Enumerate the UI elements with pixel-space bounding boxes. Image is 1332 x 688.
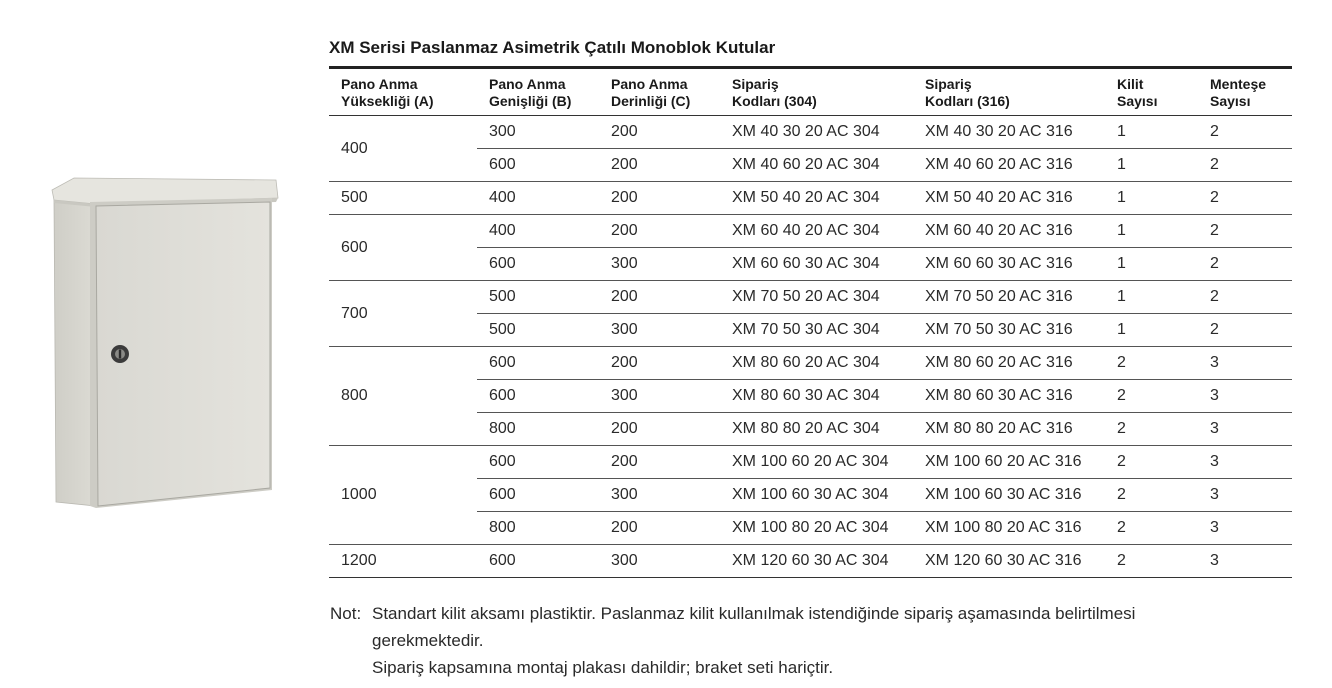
- table-cell: 1: [1105, 149, 1198, 182]
- table-cell: 600: [477, 149, 599, 182]
- table-cell: 3: [1198, 479, 1292, 512]
- column-header: [599, 68, 720, 116]
- table-cell: 3: [1198, 380, 1292, 413]
- column-header-line: Pano Anma: [489, 76, 566, 92]
- table-cell: 1: [1105, 281, 1198, 314]
- table-cell: XM 100 60 20 AC 304: [720, 446, 913, 479]
- enclosure-cabinet-image: [50, 176, 280, 508]
- column-header-line: Sipariş: [925, 76, 972, 92]
- table-cell: 2: [1198, 149, 1292, 182]
- note-label: Not:: [330, 604, 362, 623]
- table-cell: 2: [1198, 116, 1292, 149]
- table-cell: 2: [1105, 545, 1198, 578]
- note-line-2: gerekmektedir.: [372, 631, 484, 650]
- table-header-row: [329, 68, 1292, 116]
- table-cell: XM 80 60 20 AC 316: [913, 347, 1105, 380]
- table-cell: XM 50 40 20 AC 304: [720, 182, 913, 215]
- table-cell: XM 80 60 30 AC 304: [720, 380, 913, 413]
- table-cell: XM 70 50 20 AC 304: [720, 281, 913, 314]
- footnote: [330, 600, 1310, 681]
- table-cell: 200: [599, 116, 720, 149]
- table-cell: XM 40 60 20 AC 316: [913, 149, 1105, 182]
- column-header-line: Kilit: [1117, 76, 1144, 92]
- table-cell: XM 100 60 20 AC 316: [913, 446, 1105, 479]
- table-row: [329, 281, 1292, 314]
- table-cell: 600: [477, 248, 599, 281]
- table-cell: XM 120 60 30 AC 316: [913, 545, 1105, 578]
- table-cell: 500: [477, 314, 599, 347]
- table-cell: 300: [477, 116, 599, 149]
- table-cell: 2: [1198, 182, 1292, 215]
- table-cell: 3: [1198, 545, 1292, 578]
- table-cell: 1: [1105, 248, 1198, 281]
- table-cell: 2: [1105, 347, 1198, 380]
- column-header-line: Derinliği (C): [611, 93, 691, 109]
- column-header-line: Menteşe: [1210, 76, 1267, 92]
- table-cell: XM 70 50 30 AC 316: [913, 314, 1105, 347]
- table-cell: 400: [477, 215, 599, 248]
- table-cell: 2: [1105, 512, 1198, 545]
- table-cell: 3: [1198, 446, 1292, 479]
- table-cell: 300: [599, 479, 720, 512]
- spec-table: [329, 66, 1292, 578]
- table-cell: 200: [599, 215, 720, 248]
- table-cell: XM 80 80 20 AC 316: [913, 413, 1105, 446]
- table-cell: XM 60 60 30 AC 304: [720, 248, 913, 281]
- column-header-line: Sayısı: [1117, 93, 1158, 109]
- note-line-1: Standart kilit aksamı plastiktir. Paslanmaz kilit kullanılmak istendiğinde sipariş aşamasında belirtilmesi: [372, 604, 1136, 623]
- table-cell: XM 40 60 20 AC 304: [720, 149, 913, 182]
- table-cell: XM 80 80 20 AC 304: [720, 413, 913, 446]
- table-row: [329, 116, 1292, 149]
- table-cell: XM 70 50 20 AC 316: [913, 281, 1105, 314]
- table-cell: 200: [599, 281, 720, 314]
- table-cell: 600: [477, 347, 599, 380]
- table-cell: 500: [477, 281, 599, 314]
- table-cell: 600: [477, 479, 599, 512]
- table-cell: XM 60 60 30 AC 316: [913, 248, 1105, 281]
- table-cell: 1: [1105, 116, 1198, 149]
- table-cell: XM 100 60 30 AC 316: [913, 479, 1105, 512]
- table-cell: 300: [599, 545, 720, 578]
- height-cell: 500: [329, 182, 477, 215]
- table-cell: XM 40 30 20 AC 316: [913, 116, 1105, 149]
- table-cell: 1: [1105, 215, 1198, 248]
- table-cell: 200: [599, 149, 720, 182]
- note-line-3: Sipariş kapsamına montaj plakası dahildir; braket seti hariçtir.: [372, 658, 834, 677]
- table-cell: 200: [599, 347, 720, 380]
- height-cell: 600: [329, 215, 477, 281]
- table-title: XM Serisi Paslanmaz Asimetrik Çatılı Monoblok Kutular: [329, 38, 776, 57]
- column-header: [720, 68, 913, 116]
- table-cell: 400: [477, 182, 599, 215]
- table-cell: 200: [599, 182, 720, 215]
- table-cell: 3: [1198, 413, 1292, 446]
- table-cell: 300: [599, 314, 720, 347]
- column-header: [913, 68, 1105, 116]
- column-header-line: Yüksekliği (A): [341, 93, 434, 109]
- column-header: [1105, 68, 1198, 116]
- table-cell: 200: [599, 512, 720, 545]
- table-body: [329, 116, 1292, 578]
- table-cell: 300: [599, 248, 720, 281]
- table-cell: 2: [1105, 380, 1198, 413]
- table-cell: 2: [1198, 281, 1292, 314]
- table-row: [329, 215, 1292, 248]
- table-cell: 600: [477, 380, 599, 413]
- table-cell: 1: [1105, 314, 1198, 347]
- table-cell: XM 80 60 30 AC 316: [913, 380, 1105, 413]
- table-cell: 200: [599, 413, 720, 446]
- table-cell: 800: [477, 413, 599, 446]
- column-header: [329, 68, 477, 116]
- table-cell: XM 80 60 20 AC 304: [720, 347, 913, 380]
- table-cell: 1: [1105, 182, 1198, 215]
- column-header-line: Genişliği (B): [489, 93, 572, 109]
- column-header-line: Pano Anma: [341, 76, 418, 92]
- height-cell: 400: [329, 116, 477, 182]
- column-header-line: Sayısı: [1210, 93, 1251, 109]
- table-cell: 800: [477, 512, 599, 545]
- column-header-line: Pano Anma: [611, 76, 688, 92]
- table-cell: 2: [1105, 413, 1198, 446]
- column-header-line: Sipariş: [732, 76, 779, 92]
- table-cell: 3: [1198, 512, 1292, 545]
- table-row: [329, 347, 1292, 380]
- height-cell: 800: [329, 347, 477, 446]
- table-cell: 200: [599, 446, 720, 479]
- table-cell: XM 100 80 20 AC 304: [720, 512, 913, 545]
- column-header: [477, 68, 599, 116]
- table-cell: XM 50 40 20 AC 316: [913, 182, 1105, 215]
- table-cell: XM 100 60 30 AC 304: [720, 479, 913, 512]
- table-cell: 2: [1198, 248, 1292, 281]
- table-cell: XM 120 60 30 AC 304: [720, 545, 913, 578]
- table-cell: 2: [1198, 215, 1292, 248]
- table-cell: XM 60 40 20 AC 304: [720, 215, 913, 248]
- height-cell: 700: [329, 281, 477, 347]
- table-row: [329, 446, 1292, 479]
- table-cell: 300: [599, 380, 720, 413]
- table-cell: 2: [1198, 314, 1292, 347]
- column-header-line: Kodları (304): [732, 93, 817, 109]
- height-cell: 1200: [329, 545, 477, 578]
- table-cell: XM 70 50 30 AC 304: [720, 314, 913, 347]
- table-cell: 3: [1198, 347, 1292, 380]
- column-header-line: Kodları (316): [925, 93, 1010, 109]
- column-header: [1198, 68, 1292, 116]
- table-cell: 600: [477, 446, 599, 479]
- table-cell: XM 40 30 20 AC 304: [720, 116, 913, 149]
- table-cell: XM 60 40 20 AC 316: [913, 215, 1105, 248]
- table-cell: XM 100 80 20 AC 316: [913, 512, 1105, 545]
- height-cell: 1000: [329, 446, 477, 545]
- table-cell: 2: [1105, 479, 1198, 512]
- table-row: [329, 545, 1292, 578]
- table-cell: 600: [477, 545, 599, 578]
- table-cell: 2: [1105, 446, 1198, 479]
- table-row: [329, 182, 1292, 215]
